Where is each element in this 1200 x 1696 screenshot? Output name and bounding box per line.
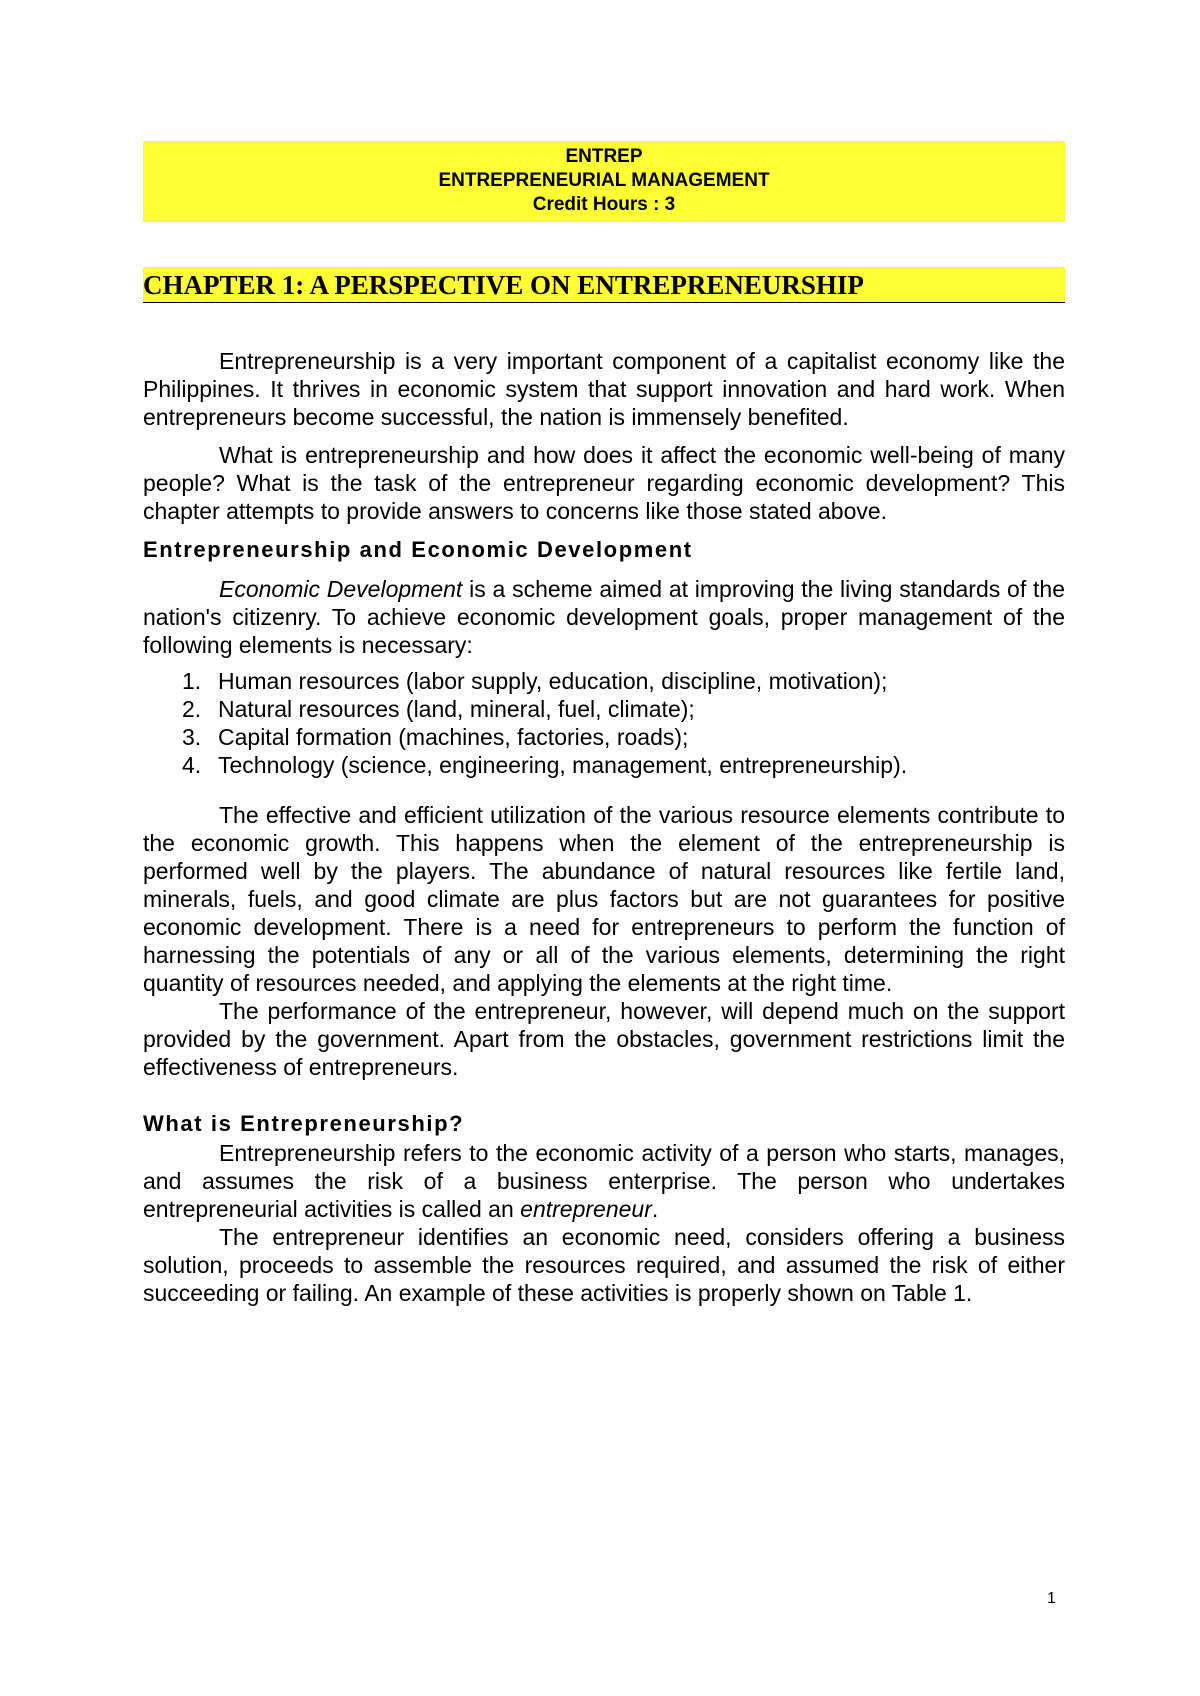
credit-hours: Credit Hours : 3: [532, 194, 676, 215]
list-item-text: Human resources (labor supply, education, discipline, motivation);: [218, 668, 888, 694]
list-item: [182, 751, 1065, 779]
term-economic-development: Economic Development: [219, 576, 463, 602]
term-entrepreneur: entrepreneur: [520, 1196, 652, 1222]
section-heading-what-is-entrepreneurship: What is Entrepreneurship?: [143, 1111, 465, 1136]
section2-paragraph-1-end: .: [651, 1196, 659, 1222]
course-code: ENTREP: [565, 146, 643, 167]
list-item-text: Technology (science, engineering, management, entrepreneurship).: [218, 752, 908, 778]
intro-paragraph-1: Entrepreneurship is a very important component of a capitalist economy like the Philippines. It thrives in economic system that support innovation and hard work. When entrepreneurs become successful, the nation is immensely benefited.: [143, 348, 1065, 430]
section1-paragraph-1: [143, 575, 1065, 659]
list-item: [182, 667, 1065, 695]
list-item-number: 3.: [182, 724, 202, 750]
section1-paragraph-2: The effective and efficient utilization of the various resource elements contribute to the economic growth. This happens when the element of the entrepreneurship is performed well by the players. The abundance of natural resources like fertile land, minerals, fuels, and good climate are plus factors but are not guarantees for positive economic development. There is a need for entrepreneurs to perform the function of harnessing the potentials of any or all of the various elements, determining the right quantity of resources needed, and applying the elements at the right time.: [143, 802, 1065, 996]
list-item-number: 2.: [182, 696, 202, 722]
section2-paragraph-1: [143, 1139, 1065, 1223]
page-content: [143, 141, 1065, 1307]
list-item-text: Natural resources (land, mineral, fuel, climate);: [218, 696, 695, 722]
page-number: 1: [1047, 1590, 1056, 1607]
list-item-number: 4.: [182, 752, 202, 778]
chapter-title: CHAPTER 1: A PERSPECTIVE ON ENTREPRENEURSHIP: [143, 267, 1065, 303]
section-heading-economic-development: Entrepreneurship and Economic Development: [143, 537, 693, 562]
intro-paragraph-2: What is entrepreneurship and how does it affect the economic well-being of many people? What is the task of the entrepreneur regarding economic development? This chapter attempts to provide answers to concerns like those stated above.: [143, 442, 1065, 524]
section2-paragraph-2: The entrepreneur identifies an economic need, considers offering a business solution, proceeds to assemble the resources required, and assumed the risk of either succeeding or failing. An example of these activities is properly shown on Table 1.: [143, 1224, 1065, 1306]
section1-paragraph-3: The performance of the entrepreneur, however, will depend much on the support provided by the government. Apart from the obstacles, government restrictions limit the effectiveness of entrepreneurs.: [143, 998, 1065, 1080]
list-item-text: Capital formation (machines, factories, roads);: [218, 724, 689, 750]
course-header-box: [143, 141, 1065, 222]
list-item: [182, 695, 1065, 723]
course-title: ENTREPRENEURIAL MANAGEMENT: [438, 170, 770, 191]
elements-list: [143, 667, 1065, 779]
section2-paragraph-1-start: Entrepreneurship refers to the economic activity of a person who starts, manages, and assumes the risk of a business enterprise. The person who undertakes entrepreneurial activities is called an: [143, 1140, 1065, 1222]
list-item: [182, 723, 1065, 751]
section1-paragraph-1-rest: is a scheme aimed at improving the living standards of the nation's citizenry. To achieve economic development goals, proper management of the following elements is necessary:: [143, 576, 1065, 658]
list-item-number: 1.: [182, 668, 202, 694]
